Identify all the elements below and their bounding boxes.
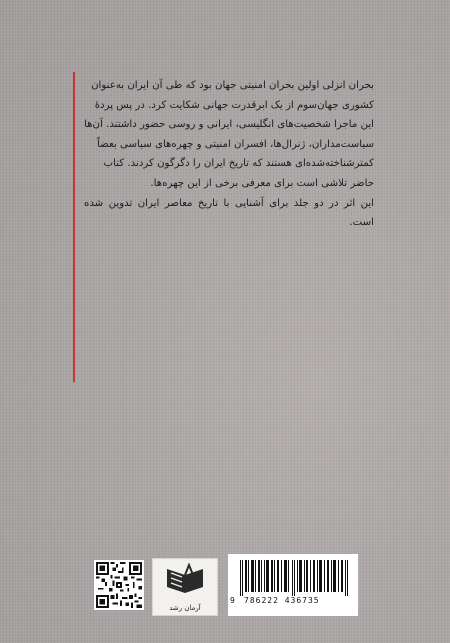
publisher-logo	[152, 558, 218, 616]
red-accent-line	[73, 72, 75, 382]
back-cover-blurb	[84, 76, 374, 233]
blurb-line: بحران انزلی اولین بحران امنیتی جهان بود که طی آن ایران به‌عنوان	[91, 80, 374, 91]
open-book-logo-icon	[163, 563, 207, 599]
blurb-line: کشوری جهان‌سوم از یک ابرقدرت جهانی شکایت کرد. در پس پردهٔ	[94, 99, 374, 111]
publisher-name: آرمان رشد	[169, 604, 201, 612]
blurb-line: این ماجرا شخصیت‌های انگلیسی، ایرانی و روسی حضور داشتند. آن‌ها	[84, 119, 374, 131]
isbn-barcode	[228, 554, 358, 616]
blurb-line: سیاست‌مداران، ژنرال‌ها، افسران امنیتی و چهره‌های سیاسی بعضاً	[97, 138, 374, 150]
isbn-prefix: 9	[230, 596, 235, 605]
qr-code-icon	[94, 560, 144, 610]
barcode-icon	[240, 560, 348, 596]
isbn-number: 786222 436735	[244, 596, 320, 605]
blurb-line: حاضر تلاشی است برای معرفی برخی از این چهره‌ها.	[150, 177, 374, 189]
blurb-line: کمترشناخته‌شده‌ای هستند که تاریخ ایران را دگرگون کردند. کتاب	[103, 158, 374, 170]
blurb-line: این اثر در دو جلد برای آشنایی با تاریخ معاصر ایران تدوین شده است.	[84, 197, 374, 229]
